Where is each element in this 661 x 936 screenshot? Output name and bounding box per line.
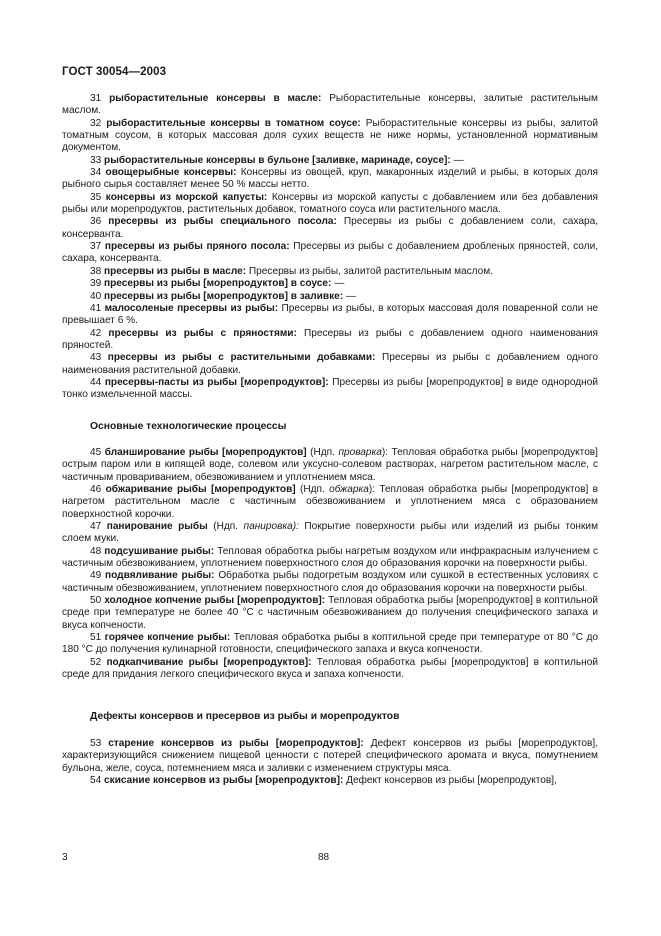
term-number: 51 (90, 632, 102, 644)
term-name: малосоленые пресервы из рыбы: (104, 302, 279, 314)
term-entry-53 (62, 738, 598, 775)
term-definition: Тепловая обработка рыбы [морепродуктов] в коптильной среде для придания легкого специфического вкуса и запаха копчености. (62, 656, 598, 681)
term-entry-39 (62, 278, 598, 290)
terms-group-processes (62, 447, 598, 682)
term-definition: Дефект консервов из рыбы [морепродуктов], характеризующийся снижением пищевой ценности с потерей специфического аромата и вкуса, помутнением бульона, желе, соуса, потемнением мяса и заливки с изменением структуры мяса. (62, 737, 599, 774)
term-definition: Пресервы из рыбы, залитой растительным маслом. (248, 265, 494, 277)
term-name: холодное копчение рыбы [морепродуктов]: (104, 595, 326, 607)
term-definition: Пресервы из рыбы с добавлением одного наименования растительной добавки. (62, 352, 598, 376)
term-entry-34 (62, 167, 598, 192)
term-name: пресервы-пасты из рыбы [морепродуктов]: (104, 376, 329, 388)
term-definition: Пресервы из рыбы, в которых массовая доля поваренной соли не превышает 6 %. (62, 302, 599, 327)
term-definition: Консервы из морской капусты с добавлением или без добавления рыбы или морепродуктов, растительных добавок, томатного соуса или растительного масла. (62, 191, 599, 216)
deprecated-term: проварка (338, 446, 382, 458)
term-definition: Тепловая обработка рыбы [морепродуктов] в коптильной среде при температуре не более 40 °С с частичным обезвоживанием до получения специфического запаха и вкуса копчености. (62, 595, 599, 631)
term-entry-41 (62, 303, 598, 328)
term-number: 44 (90, 376, 102, 388)
term-name: овощерыбные консервы: (105, 167, 237, 179)
term-entry-42 (62, 328, 598, 353)
term-definition: Пресервы из рыбы [морепродуктов] в виде однородной тонко измельченной массы. (62, 376, 599, 401)
term-definition: ): Тепловая обработка рыбы [морепродуктов] в нагретом растительном масле с частичным обезвоживанием и уплотнением мяса с образованием поверхностной корочки. (62, 483, 599, 520)
deprecated-prefix: (Ндп. (306, 446, 339, 458)
term-definition: Пресервы из рыбы с добавлением одного наименования пряностей. (62, 327, 599, 351)
term-entry-37 (62, 241, 598, 266)
term-definition: — (453, 154, 464, 166)
term-entry-38 (62, 266, 598, 278)
term-name: подкапчивание рыбы [морепродуктов]: (106, 656, 312, 668)
term-number: 54 (90, 774, 102, 786)
term-number: 37 (90, 241, 102, 253)
section-heading-defects: Дефекты консервов и пресервов из рыбы и морепродуктов (90, 711, 400, 723)
term-definition: Дефект консервов из рыбы [морепродуктов], (346, 774, 557, 786)
term-definition: Пресервы из рыбы с добавлением дробленых пряностей, соли, сахара, консерванта. (62, 241, 599, 265)
document-body (62, 93, 598, 787)
term-entry-36 (62, 216, 598, 241)
term-number: 40 (90, 290, 102, 302)
term-number: 36 (90, 216, 102, 228)
terms-group-canned (62, 93, 598, 402)
footer-section-number: 3 (62, 852, 68, 863)
term-definition: Тепловая обработка рыбы в коптильной среде при температуре от 80 °С до 180 °С до получения кулинарной готовности, специфического запаха и вкуса копчености. (62, 632, 598, 656)
term-number: 42 (90, 327, 102, 339)
term-name: панирование рыбы (106, 521, 208, 532)
term-definition: Обработка рыбы подогретым воздухом или сушкой в естественных условиях с частичным обезвоживанием, уплотнением поверхностного слоя до образования корочки на поверхности рыбы. (62, 570, 598, 594)
deprecated-term: панировка): (243, 521, 299, 532)
term-definition: — (334, 278, 345, 290)
term-number: 33 (90, 154, 102, 166)
term-entry-43 (62, 352, 598, 377)
term-number: 48 (90, 545, 102, 557)
term-number: 35 (90, 191, 102, 203)
page-number: 88 (318, 852, 330, 863)
term-name: рыборастительные консервы в бульоне [заливке, маринаде, соусе]: (104, 154, 451, 166)
term-entry-54 (62, 775, 598, 787)
deprecated-prefix: (Ндп. (207, 521, 244, 532)
term-entry-45 (62, 447, 598, 484)
terms-group-defects (62, 738, 598, 787)
term-number: 47 (90, 521, 102, 532)
term-entry-49 (62, 570, 598, 595)
term-name: горячее копчение рыбы: (104, 632, 231, 644)
term-name: бланширование рыбы [морепродуктов] (104, 446, 307, 458)
term-entry-48 (62, 546, 598, 571)
term-entry-52 (62, 657, 598, 682)
section-heading-processes: Основные технологические процессы (90, 420, 287, 432)
term-entry-35 (62, 192, 598, 217)
term-entry-51 (62, 632, 598, 657)
deprecated-prefix: (Ндп. (295, 483, 330, 495)
term-name: старение консервов из рыбы [морепродуктов]: (108, 737, 364, 749)
term-definition: Рыборастительные консервы, залитые растительным маслом. (62, 93, 598, 117)
term-definition: Консервы из овощей, круп, макаронных изделий и рыбы, в которых доля рыбного сырья составляет менее 50 % массы нетто. (62, 167, 598, 191)
term-name: пресервы из рыбы специального посола: (108, 216, 337, 228)
term-definition: — (345, 290, 357, 302)
deprecated-term: обжарка (329, 483, 369, 495)
term-name: подвяливание рыбы: (105, 570, 215, 582)
term-name: пресервы из рыбы с пряностями: (108, 327, 297, 339)
term-number: 53 (90, 737, 102, 749)
term-name: консервы из морской капусты: (105, 191, 268, 203)
term-entry-40 (62, 291, 598, 303)
term-number: 38 (90, 265, 102, 277)
term-entry-44 (62, 377, 598, 402)
term-number: 45 (90, 446, 102, 458)
term-definition: Покрытие поверхности рыбы или изделий из рыбы тонким слоем муки. (62, 521, 599, 545)
standard-header: ГОСТ 30054—2003 (62, 66, 167, 78)
term-name: пресервы из рыбы с растительными добавками: (107, 352, 376, 364)
term-number: 39 (90, 278, 102, 290)
term-number: 52 (90, 656, 102, 668)
term-number: 46 (90, 483, 102, 495)
term-name: пресервы из рыбы в масле: (104, 265, 247, 277)
term-name: рыборастительные консервы в томатном соусе: (106, 117, 361, 129)
term-number: 50 (90, 595, 102, 607)
term-definition: Тепловая обработка рыбы нагретым воздухом или инфракрасным излучением с частичным обезвоживанием, уплотнением поверхностного слоя до образования корочки на поверхности рыбы. (62, 545, 598, 570)
term-name: пресервы из рыбы пряного посола: (104, 241, 290, 253)
term-name: рыборастительные консервы в масле: (109, 93, 322, 104)
term-name: подсушивание рыбы: (104, 545, 215, 557)
term-name: скисание консервов из рыбы [морепродуктов]: (104, 774, 344, 786)
term-entry-47 (62, 521, 598, 546)
term-number: 43 (90, 352, 102, 364)
term-entry-50 (62, 595, 598, 632)
term-number: 31 (90, 93, 102, 104)
term-name: пресервы из рыбы [морепродуктов] в заливке: (104, 290, 344, 302)
term-entry-31 (62, 93, 598, 118)
term-entry-32 (62, 118, 598, 155)
term-definition: Рыборастительные консервы из рыбы, залитой томатным соусом, в которых массовая доля сухих веществ не ниже нормы, установленной нормативным документом. (62, 117, 599, 154)
term-number: 32 (90, 117, 102, 129)
term-name: обжаривание рыбы [морепродуктов] (105, 483, 296, 495)
term-entry-33 (62, 155, 598, 167)
term-number: 49 (90, 570, 102, 582)
term-entry-46 (62, 484, 598, 521)
term-number: 41 (90, 302, 102, 314)
term-definition: Пресервы из рыбы с добавлением соли, сахара, консерванта. (62, 216, 598, 240)
term-number: 34 (90, 167, 102, 179)
term-name: пресервы из рыбы [морепродуктов] в соусе: (104, 278, 332, 290)
term-definition: ): Тепловая обработка рыбы [морепродуктов] острым паром или в кипящей воде, солевом или уксусно-солевом растворах, нагретом растительном масле, с частичным провариванием, обезвоживанием и уплотнением мяса. (62, 446, 598, 483)
